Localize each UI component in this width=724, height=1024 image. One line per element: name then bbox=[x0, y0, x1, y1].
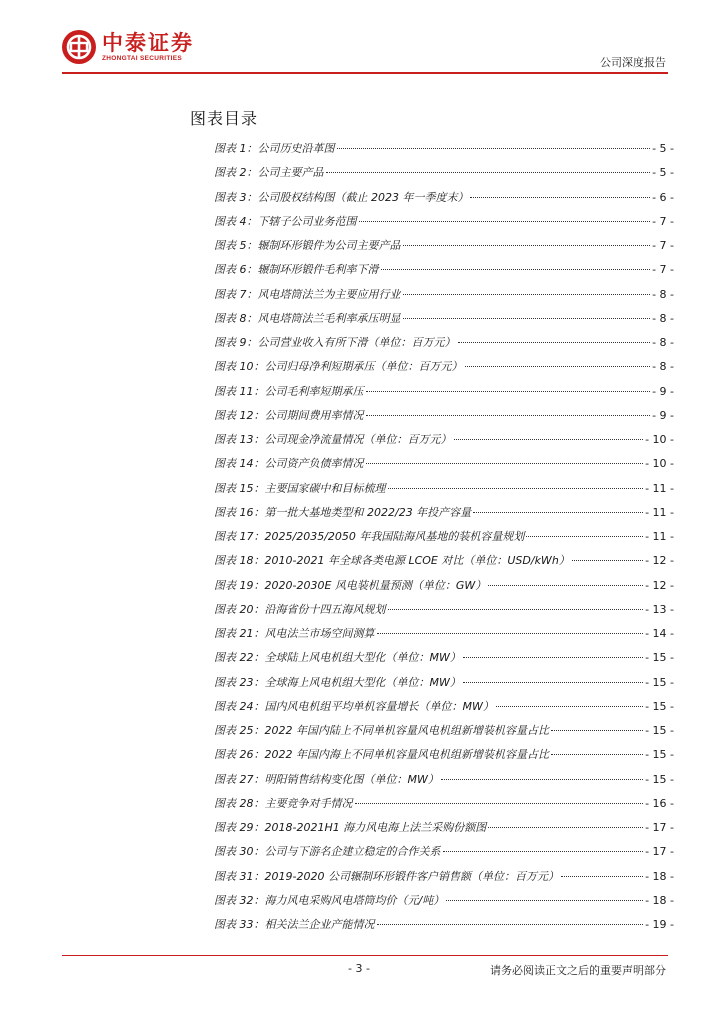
toc-dot-leader bbox=[366, 391, 651, 392]
toc-entry[interactable] bbox=[214, 504, 674, 528]
toc-dot-leader bbox=[388, 488, 644, 489]
toc-dot-leader bbox=[496, 706, 643, 707]
toc-entry[interactable] bbox=[214, 164, 674, 188]
toc-entry-page[interactable]: - 10 - bbox=[645, 433, 674, 446]
company-logo bbox=[62, 30, 194, 64]
toc-title: 图表目录 bbox=[190, 109, 259, 128]
toc-entry-label[interactable]: 图表 33：相关法兰企业产能情况 bbox=[214, 918, 375, 931]
logo-icon bbox=[62, 30, 96, 64]
toc-entry-page[interactable]: - 17 - bbox=[645, 821, 674, 834]
toc-dot-leader bbox=[551, 730, 643, 731]
toc-entry[interactable] bbox=[214, 310, 674, 334]
toc-entry[interactable] bbox=[214, 625, 674, 649]
toc-entry[interactable] bbox=[214, 868, 674, 892]
toc-entry-page[interactable]: - 6 - bbox=[652, 190, 674, 204]
toc-entry[interactable] bbox=[214, 601, 674, 625]
toc-entry-page[interactable]: - 15 - bbox=[645, 651, 674, 665]
toc-entry[interactable] bbox=[214, 334, 674, 358]
toc-entry-label[interactable]: 图表 19：2020-2030E 风电装机量预测（单位：GW） bbox=[214, 578, 487, 592]
toc-entry[interactable] bbox=[214, 140, 674, 164]
toc-entry-page[interactable]: - 8 - bbox=[652, 287, 674, 301]
toc-entry-page[interactable]: - 18 - bbox=[645, 893, 674, 907]
toc-dot-leader bbox=[403, 245, 651, 246]
toc-dot-leader bbox=[366, 415, 651, 416]
toc-entry-page[interactable]: - 12 - bbox=[645, 578, 674, 592]
toc-dot-leader bbox=[443, 851, 644, 852]
toc-dot-leader bbox=[488, 827, 643, 828]
toc-entry[interactable] bbox=[214, 552, 674, 576]
toc-entry-page[interactable]: - 15 - bbox=[645, 772, 674, 786]
toc-entry-label[interactable]: 图表 29：2018-2021H1 海力风电海上法兰采购份额图 bbox=[214, 821, 487, 834]
toc-entry-page[interactable]: - 11 - bbox=[645, 530, 674, 543]
toc-entry-page[interactable]: - 5 - bbox=[652, 142, 674, 155]
toc-entry-page[interactable]: - 15 - bbox=[645, 699, 674, 713]
toc-entry-label[interactable]: 图表 25：2022 年国内陆上不同单机容量风电机组新增装机容量占比 bbox=[214, 724, 549, 737]
footer-disclaimer: 请务必阅读正文之后的重要声明部分 bbox=[490, 964, 666, 977]
toc-entry[interactable] bbox=[214, 189, 674, 213]
toc-entry-label[interactable]: 图表 1：公司历史沿革图 bbox=[214, 142, 335, 155]
toc-entry-page[interactable]: - 10 - bbox=[645, 457, 674, 471]
toc-dot-leader bbox=[377, 633, 644, 634]
toc-entry-page[interactable]: - 19 - bbox=[645, 918, 674, 931]
toc-dot-leader bbox=[526, 536, 643, 537]
toc-entry[interactable] bbox=[214, 577, 674, 601]
toc-entry-page[interactable]: - 13 - bbox=[645, 602, 674, 616]
toc-entry-label[interactable]: 图表 5：辗制环形锻件为公司主要产品 bbox=[214, 239, 401, 252]
toc-entry-label[interactable]: 图表 2：公司主要产品 bbox=[214, 166, 324, 180]
page-header bbox=[0, 0, 724, 80]
toc-dot-leader bbox=[551, 754, 643, 755]
toc-entry[interactable] bbox=[214, 746, 674, 770]
toc-entry-label[interactable]: 图表 32：海力风电采购风电塔筒均价（元/吨） bbox=[214, 893, 445, 907]
toc-entry-page[interactable]: - 18 - bbox=[645, 869, 674, 883]
toc-entry-label[interactable]: 图表 10：公司归母净利短期承压（单位：百万元） bbox=[214, 360, 463, 374]
toc-dot-leader bbox=[403, 294, 651, 295]
toc-entry[interactable] bbox=[214, 771, 674, 795]
toc-entry[interactable] bbox=[214, 480, 674, 504]
logo-english-name: ZHONGTAI SECURITIES bbox=[102, 54, 182, 62]
toc-dot-leader bbox=[572, 560, 643, 561]
toc-entry-label[interactable]: 图表 31：2019-2020 公司辗制环形锻件客户销售额（单位：百万元） bbox=[214, 869, 559, 883]
toc-dot-leader bbox=[359, 221, 651, 222]
toc-entry-label[interactable]: 图表 13：公司现金净流量情况（单位：百万元） bbox=[214, 433, 452, 446]
toc-dot-leader bbox=[381, 269, 651, 270]
toc-entry-label[interactable]: 图表 8：风电塔筒法兰毛利率承压明显 bbox=[214, 311, 401, 325]
toc-entry[interactable] bbox=[214, 916, 674, 940]
toc-list bbox=[214, 140, 674, 940]
toc-entry-page[interactable]: - 15 - bbox=[645, 724, 674, 737]
toc-dot-leader bbox=[488, 585, 643, 586]
toc-entry-page[interactable]: - 17 - bbox=[645, 845, 674, 859]
toc-entry[interactable] bbox=[214, 261, 674, 285]
toc-entry-page[interactable]: - 8 - bbox=[652, 311, 674, 325]
toc-entry-page[interactable]: - 15 - bbox=[645, 675, 674, 689]
toc-entry-label[interactable]: 图表 11：公司毛利率短期承压 bbox=[214, 384, 364, 398]
toc-entry-label[interactable]: 图表 24：国内风电机组平均单机容量增长（单位：MW） bbox=[214, 699, 494, 713]
toc-entry[interactable] bbox=[214, 237, 674, 261]
toc-entry[interactable] bbox=[214, 286, 674, 310]
toc-entry-page[interactable]: - 7 - bbox=[652, 263, 674, 277]
toc-entry-label[interactable]: 图表 15：主要国家碳中和目标梳理 bbox=[214, 481, 386, 495]
toc-entry[interactable] bbox=[214, 431, 674, 455]
report-type-label: 公司深度报告 bbox=[600, 56, 666, 69]
toc-entry[interactable] bbox=[214, 213, 674, 237]
logo-chinese-name: 中泰证券 bbox=[102, 30, 194, 55]
toc-entry-label[interactable]: 图表 23：全球海上风电机组大型化（单位：MW） bbox=[214, 675, 461, 689]
toc-entry-page[interactable]: - 15 - bbox=[645, 748, 674, 762]
toc-entry-page[interactable]: - 11 - bbox=[645, 481, 674, 495]
toc-dot-leader bbox=[377, 924, 644, 925]
toc-entry-label[interactable]: 图表 22：全球陆上风电机组大型化（单位：MW） bbox=[214, 651, 461, 665]
toc-dot-leader bbox=[326, 172, 651, 173]
toc-entry[interactable] bbox=[214, 843, 674, 867]
toc-dot-leader bbox=[561, 876, 643, 877]
toc-entry-page[interactable]: - 11 - bbox=[645, 505, 674, 519]
toc-entry[interactable] bbox=[214, 358, 674, 382]
toc-entry-page[interactable]: - 8 - bbox=[652, 336, 674, 349]
footer-divider bbox=[62, 955, 668, 956]
toc-entry-page[interactable]: - 9 - bbox=[652, 384, 674, 398]
toc-entry-label[interactable]: 图表 4：下辖子公司业务范围 bbox=[214, 214, 357, 228]
toc-entry[interactable] bbox=[214, 698, 674, 722]
toc-entry-label[interactable]: 图表 26：2022 年国内海上不同单机容量风电机组新增装机容量占比 bbox=[214, 748, 549, 762]
toc-dot-leader bbox=[463, 657, 643, 658]
toc-entry[interactable] bbox=[214, 407, 674, 431]
toc-dot-leader bbox=[388, 609, 644, 610]
toc-entry-page[interactable]: - 9 - bbox=[652, 408, 674, 422]
toc-entry[interactable] bbox=[214, 455, 674, 479]
toc-entry[interactable] bbox=[214, 819, 674, 843]
toc-entry-label[interactable]: 图表 18：2010-2021 年全球各类电源 LCOE 对比（单位：USD/kWh） bbox=[214, 554, 570, 568]
toc-entry-label[interactable]: 图表 28：主要竞争对手情况 bbox=[214, 796, 353, 810]
header-divider bbox=[62, 72, 668, 74]
toc-entry-label[interactable]: 图表 27：明阳销售结构变化图（单位：MW） bbox=[214, 772, 439, 786]
toc-entry-page[interactable]: - 7 - bbox=[652, 214, 674, 228]
toc-entry-label[interactable]: 图表 30：公司与下游名企建立稳定的合作关系 bbox=[214, 845, 441, 859]
toc-entry-page[interactable]: - 16 - bbox=[645, 796, 674, 810]
toc-entry-label[interactable]: 图表 12：公司期间费用率情况 bbox=[214, 408, 364, 422]
toc-entry-label[interactable]: 图表 17：2025/2035/2050 年我国陆海风基地的装机容量规划 bbox=[214, 530, 525, 543]
toc-dot-leader bbox=[366, 463, 644, 464]
toc-entry[interactable] bbox=[214, 649, 674, 673]
toc-dot-leader bbox=[454, 439, 644, 440]
toc-entry[interactable] bbox=[214, 383, 674, 407]
toc-entry-page[interactable]: - 8 - bbox=[652, 360, 674, 374]
toc-entry-label[interactable]: 图表 9：公司营业收入有所下滑（单位：百万元） bbox=[214, 336, 456, 349]
toc-dot-leader bbox=[473, 512, 643, 513]
toc-entry-label[interactable]: 图表 16：第一批大基地类型和 2022/23 年投产容量 bbox=[214, 505, 472, 519]
toc-entry-page[interactable]: - 12 - bbox=[645, 554, 674, 568]
toc-entry[interactable] bbox=[214, 892, 674, 916]
toc-entry[interactable] bbox=[214, 674, 674, 698]
toc-entry-page[interactable]: - 5 - bbox=[652, 166, 674, 180]
toc-dot-leader bbox=[463, 682, 643, 683]
toc-entry-label[interactable]: 图表 3：公司股权结构图（截止 2023 年一季度末） bbox=[214, 190, 469, 204]
toc-entry[interactable] bbox=[214, 528, 674, 552]
toc-entry-page[interactable]: - 14 - bbox=[645, 627, 674, 640]
toc-entry-label[interactable]: 图表 21：风电法兰市场空间测算 bbox=[214, 627, 375, 640]
toc-dot-leader bbox=[458, 342, 651, 343]
toc-dot-leader bbox=[403, 318, 651, 319]
toc-dot-leader bbox=[446, 900, 643, 901]
toc-entry-label[interactable]: 图表 7：风电塔筒法兰为主要应用行业 bbox=[214, 287, 401, 301]
toc-entry-label[interactable]: 图表 14：公司资产负债率情况 bbox=[214, 457, 364, 471]
toc-entry-label[interactable]: 图表 20：沿海省份十四五海风规划 bbox=[214, 602, 386, 616]
toc-entry-page[interactable]: - 7 - bbox=[652, 239, 674, 252]
toc-entry-label[interactable]: 图表 6：辗制环形锻件毛利率下滑 bbox=[214, 263, 379, 277]
toc-entry[interactable] bbox=[214, 795, 674, 819]
toc-dot-leader bbox=[337, 148, 651, 149]
toc-dot-leader bbox=[470, 197, 650, 198]
toc-entry[interactable] bbox=[214, 722, 674, 746]
toc-dot-leader bbox=[441, 779, 643, 780]
toc-dot-leader bbox=[355, 803, 644, 804]
toc-dot-leader bbox=[465, 366, 651, 367]
logo-text bbox=[102, 32, 194, 63]
page-number: - 3 - bbox=[348, 962, 370, 975]
